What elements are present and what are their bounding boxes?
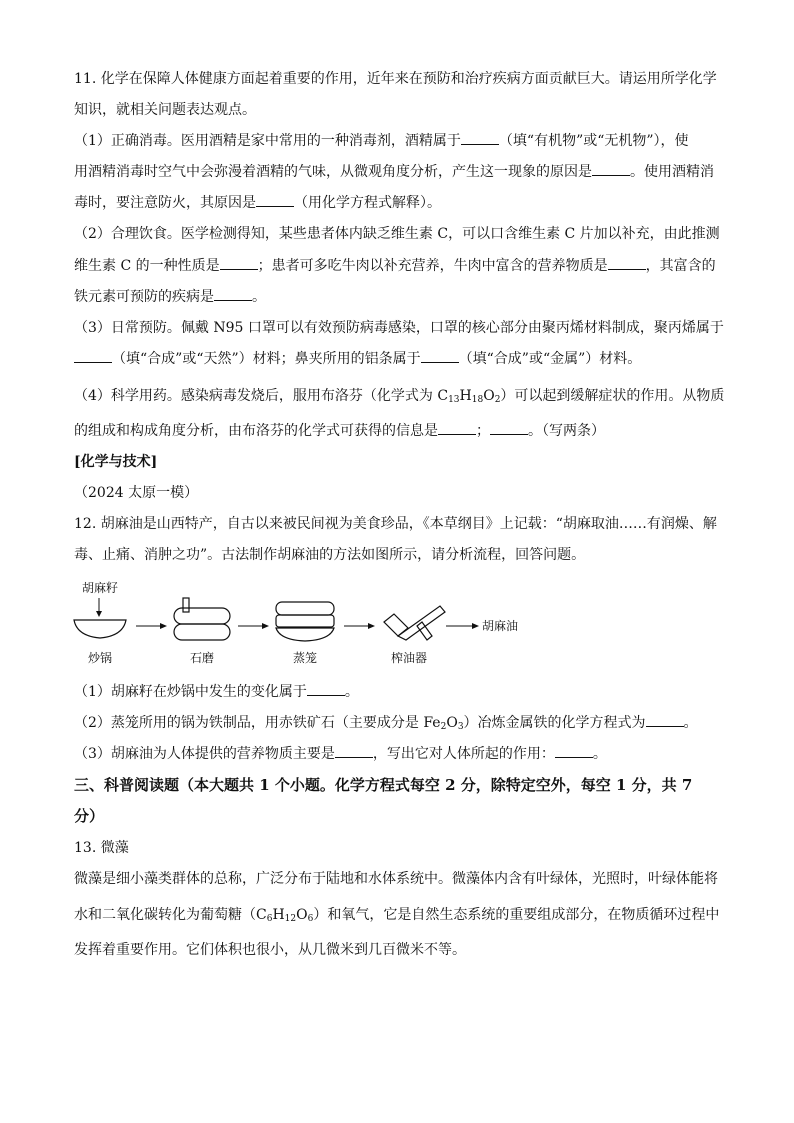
wok-icon: [74, 620, 126, 638]
q11-part2-line-1: （2）合理饮食。医学检测得知，某些患者体内缺乏维生素 C，可以口含维生素 C 片加以补充，由此推测: [74, 226, 720, 242]
q11-intro-line-2: 知识，就相关问题表达观点。: [74, 102, 256, 118]
process-arrow-head: [160, 623, 167, 629]
answer-blank[interactable]: [555, 745, 593, 758]
q12-text: 。: [683, 715, 698, 731]
answer-blank[interactable]: [421, 350, 459, 363]
q12-text: 。: [344, 684, 359, 700]
answer-blank[interactable]: [438, 422, 476, 435]
formula-element: H: [272, 907, 285, 923]
step-label-mill: 石磨: [190, 651, 215, 665]
q11-part3-line-1: （3）日常预防。佩戴 N95 口罩可以有效预防病毒感染，口罩的核心部分由聚丙烯材料制成，聚丙烯属于: [74, 320, 724, 336]
q12-text: 。: [592, 746, 607, 762]
process-arrow-head: [262, 623, 269, 629]
answer-blank[interactable]: [335, 745, 373, 758]
output-label: 胡麻油: [482, 619, 519, 633]
q12-sub2: [74, 714, 698, 732]
section-heading-chem-tech: [化学与技术]: [74, 454, 158, 470]
q11-part1-line-3: [74, 194, 441, 212]
answer-blank[interactable]: [461, 132, 499, 145]
answer-blank[interactable]: [307, 683, 345, 696]
input-label: 胡麻籽: [82, 581, 119, 595]
q11-part1-text: （用化学方程式解释）。: [294, 195, 441, 211]
q13-line-3: 发挥着重要作用。它们体积也很小，从几微米到几百微米不等。: [74, 942, 466, 958]
subscript: 18: [471, 395, 484, 405]
q13-text: ）和氧气，它是自然生态系统的重要组成部分，在物质循环过程中: [313, 907, 720, 923]
formula-element: O: [296, 907, 308, 923]
q11-part4-text: 。（写两条）: [528, 423, 605, 439]
q12-text: ）冶炼金属铁的化学方程式为: [463, 715, 646, 731]
process-arrow-head: [472, 623, 479, 629]
subscript: 6: [266, 914, 273, 924]
q11-part4-line-2: [74, 422, 605, 440]
section3-heading-line-1: 三、科普阅读题（本大题共 1 个小题。化学方程式每空 2 分，除特定空外，每空 1 分，共 7: [74, 776, 693, 794]
formula-element: O: [446, 715, 458, 731]
q12-sub3: [74, 745, 607, 763]
q11-part2-text: 铁元素可预防的疾病是: [74, 289, 214, 305]
answer-blank[interactable]: [74, 350, 112, 363]
section3-heading-line-2: 分）: [74, 807, 105, 825]
q11-part1-text: 。使用酒精消: [630, 164, 714, 180]
q11-part3-text: （填“合成”或“天然”）材料；鼻夹所用的铝条属于: [112, 351, 421, 367]
oil-press-icon: [384, 606, 445, 640]
q11-part3-text: （填“合成”或“金属”）材料。: [458, 351, 642, 367]
answer-blank[interactable]: [646, 714, 684, 727]
q13-title: 13. 微藻: [74, 840, 129, 856]
subscript: 13: [448, 395, 460, 405]
q12-text: （1）胡麻籽在炒锅中发生的变化属于: [74, 684, 307, 700]
subscript: 3: [457, 722, 464, 732]
answer-blank[interactable]: [592, 163, 630, 176]
step-label-steamer: 蒸笼: [293, 651, 318, 665]
q11-part2-text: ，其富含的: [645, 258, 716, 274]
q11-part1-text: 用酒精消毒时空气中会弥漫着酒精的气味，从微观角度分析，产生这一现象的原因是: [74, 164, 592, 180]
q11-part2-text: ；患者可多吃牛肉以补充营养，牛肉中富含的营养物质是: [257, 258, 608, 274]
q11-part2-text: 。: [252, 289, 266, 305]
q11-part2-line-3: [74, 288, 266, 306]
sesame-oil-process-diagram: [66, 578, 536, 670]
q13-text: 水和二氧化碳转化为葡萄糖（C: [74, 907, 267, 923]
source-note: （2024 太原一模）: [74, 485, 199, 501]
q13-line-2: [74, 906, 719, 924]
subscript: 12: [284, 914, 297, 924]
process-arrow-head: [368, 623, 375, 629]
q12-text: ，写出它对人体所起的作用：: [372, 746, 555, 762]
answer-blank[interactable]: [608, 257, 646, 270]
q12-intro-line-1: 12. 胡麻油是山西特产，自古以来被民间视为美食珍品，《本草纲目》上记载：“胡麻取油……有润燥、解: [74, 516, 717, 532]
q11-part4-text: （4）科学用药。感染病毒发烧后，服用布洛芬（化学式为 C: [74, 388, 449, 404]
subscript: 6: [307, 914, 314, 924]
q11-part4-text: 的组成和构成角度分析，由布洛芬的化学式可获得的信息是: [74, 423, 438, 439]
answer-blank[interactable]: [214, 288, 252, 301]
step-label-oil-press: 榨油器: [391, 651, 428, 665]
q11-intro-line-1: 11. 化学在保障人体健康方面起着重要的作用，近年来在预防和治疗疾病方面贡献巨大。请运用所学化学: [74, 71, 717, 87]
answer-blank[interactable]: [256, 194, 294, 207]
stone-mill-icon: [174, 598, 230, 640]
step-label-wok: 炒锅: [88, 651, 113, 665]
q11-part4-text: ；: [476, 423, 490, 439]
q11-part1-line-2: [74, 163, 714, 181]
down-arrow-head: [96, 611, 102, 617]
q11-part4-text: ）可以起到缓解症状的作用。从物质: [500, 388, 725, 404]
q12-sub1: [74, 683, 359, 701]
answer-blank[interactable]: [490, 422, 528, 435]
formula-element: H: [459, 388, 472, 404]
q11-part3-line-2: [74, 350, 641, 368]
q11-part1-line-1: [74, 132, 689, 150]
q11-part1-text: 毒时，要注意防火，其原因是: [74, 195, 256, 211]
q11-part2-text: 维生素 C 的一种性质是: [74, 258, 220, 274]
q11-part2-line-2: [74, 257, 716, 275]
steamer-icon: [276, 602, 334, 641]
q12-intro-line-2: 毒、止痛、消肿之功”。古法制作胡麻油的方法如图所示，请分析流程，回答问题。: [74, 547, 586, 563]
q11-part4-line-1: [74, 387, 724, 405]
formula-element: O: [483, 388, 495, 404]
q11-part1-text: （1）正确消毒。医用酒精是家中常用的一种消毒剂，酒精属于: [74, 133, 461, 149]
subscript: 2: [440, 722, 447, 732]
q11-part1-text: （填“有机物”或“无机物”），使: [498, 133, 689, 149]
q12-text: （2）蒸笼所用的锅为铁制品，用赤铁矿石（主要成分是 Fe: [74, 715, 441, 731]
subscript: 2: [494, 395, 501, 405]
answer-blank[interactable]: [220, 257, 258, 270]
q12-text: （3）胡麻油为人体提供的营养物质主要是: [74, 746, 335, 762]
q13-line-1: 微藻是细小藻类群体的总称，广泛分布于陆地和水体系统中。微藻体内含有叶绿体，光照时，叶绿体能将: [74, 871, 718, 887]
